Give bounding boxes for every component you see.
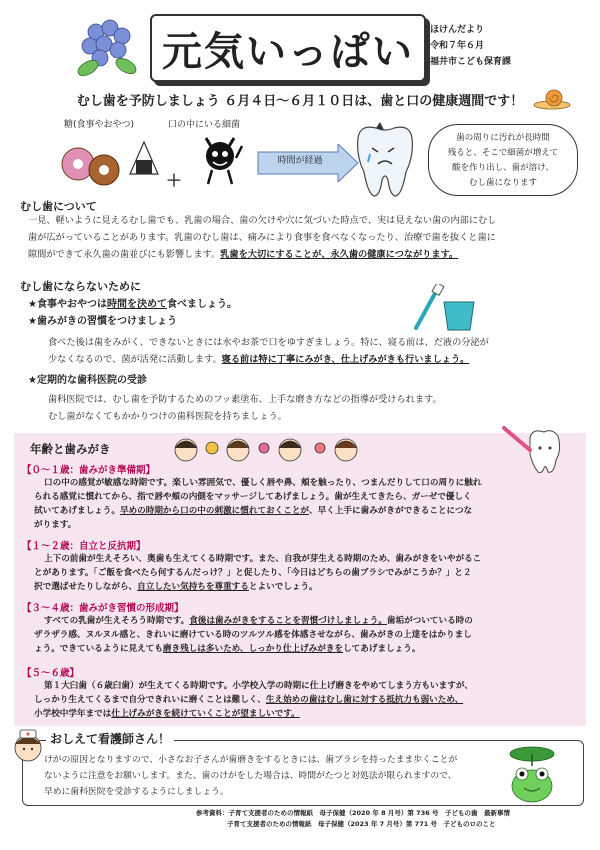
brushing-text-part: 少なくなるので、菌が活発に活動します。 xyxy=(48,354,222,365)
about-line: 一見、軽いように見えるむし歯でも、乳歯の場合、歯の欠けや穴に気づいた時点で、実は見えない歯の内部にむし xyxy=(28,215,497,226)
age-line xyxy=(34,642,584,656)
age-line xyxy=(34,580,584,594)
age-heading: 【１～２歳：自立と反抗期】 xyxy=(22,541,146,552)
dentist-line: 歯科医院では、むし歯を予防するためのフッ素塗布、上手な磨き方などの指導が受けられます。 xyxy=(48,394,442,405)
age-text-part: 歯垢がついている時の xyxy=(386,616,473,626)
bubble-line: 残ると、そこで細菌が増えて xyxy=(447,148,559,158)
age-text-part: 拭いてあげましょう。 xyxy=(34,506,120,516)
age-line xyxy=(34,693,584,707)
age-line: 第１大臼歯（６歳臼歯）が生えてくる時期です。小学校入学の時期に仕上げ磨きをやめてしまう方もいますが、 xyxy=(44,681,474,691)
age-0-1 xyxy=(22,462,584,532)
age-title: 年齢と歯みがき xyxy=(30,442,111,456)
age-line: とがあります。「ご飯を食べたら何するんだっけ？」と促したり、「今日はどちらの歯ブラシでみがこうか？」と２ xyxy=(34,568,472,578)
age-line: 口の中の感覚が敏感な時期です。楽しい雰囲気で、優しく唇や鼻、頬を触ったり、つまんだりして口の周りに触れ xyxy=(44,478,482,488)
age-text xyxy=(22,679,584,721)
bacteria-devil-illustration xyxy=(196,128,244,188)
age-line xyxy=(34,614,584,628)
age-text xyxy=(22,476,584,532)
nurse-line: 早めに歯科医院を受診するようにしましょう。 xyxy=(44,787,229,797)
age-text-part: とよいでしょう。 xyxy=(248,582,318,592)
age-3-4 xyxy=(22,600,584,656)
newsletter-name: ほけんだより xyxy=(430,25,485,35)
nurse-body xyxy=(44,752,514,800)
crying-tooth-illustration xyxy=(350,122,420,202)
reference-item: 子育て支援者のための情報紙 母子保健（2023 年 7 月号）第 771 号 子どものロのこと xyxy=(227,820,496,828)
brushing-text xyxy=(28,334,588,368)
time-passes-label: 時間が経過 xyxy=(277,156,323,166)
age-emphasis: 食後は歯みがきをすることを習慣づけしましょう。 xyxy=(189,616,387,626)
label-bacteria: 口の中にいる細菌 xyxy=(168,120,241,130)
age-text-part: しっかり生えてくるまで自分できれいに磨くことは難しく、 xyxy=(34,695,266,705)
brushing-line: 食べた後は歯をみがく、できないときには水やお茶で口をゆすぎましょう。特に、寝る前は、だ液の分泌が xyxy=(48,337,489,348)
newsletter-title: 元気いっぱい xyxy=(150,14,426,82)
age-heading: 【５～６歳】 xyxy=(22,668,80,679)
children-faces-illustration xyxy=(172,434,362,464)
age-emphasis: 生え始めの歯はむし歯に対する抵抗力も弱いため、 xyxy=(265,695,464,705)
references-label: 参考資料： xyxy=(196,809,229,817)
age-text-part: 小学校中学年までは xyxy=(34,709,112,719)
age-text-part: 、早く上手に歯みがきができることにつな xyxy=(309,506,473,516)
brushing-line xyxy=(48,351,588,368)
age-text-part: してあげましょう。 xyxy=(343,644,421,654)
about-emphasis: 乳歯を大切にすることが、永久歯の健康につながります。 xyxy=(220,249,459,260)
reference-line xyxy=(196,808,510,819)
age-emphasis: 早めの時期から口の中の刺激に慣れておくことが xyxy=(119,506,310,516)
age-line: ザラザラ感、ヌルヌル感と、きれいに磨けている時のツルツル感を体感させながら、歯みがきの上達をはかりまし xyxy=(34,630,472,640)
nurse-illustration xyxy=(8,726,48,766)
nurse-title: おしえて看護師さん！ xyxy=(46,730,174,747)
about-text: 隙間ができて永久歯の歯並びにも影響します。 xyxy=(28,249,221,260)
age-text xyxy=(22,552,584,594)
references xyxy=(196,808,510,830)
age-1-2 xyxy=(22,538,584,594)
age-text-part: 択で選ばせたりしながら、 xyxy=(34,582,138,592)
bullet-text: 食べましょう。 xyxy=(166,299,237,310)
age-emphasis: 磨き残しは多いため、しっかり仕上げみがきを xyxy=(162,644,344,654)
age-emphasis: 仕上げみがきを続けていくことが望ましいです。 xyxy=(111,709,300,719)
brushing-emphasis: 寝る前は特に丁寧にみがき、仕上げみがきも行いましょう。 xyxy=(221,354,470,365)
about-line: 歯が広がっていることがあります。乳歯のむし歯は、痛みにより食事を食べなくなったり、治療で歯を抜くと歯に xyxy=(28,232,496,243)
snail-icon xyxy=(532,86,572,110)
about-title: むし歯について xyxy=(20,200,97,213)
age-heading: 【３～４歳：歯みがき習慣の形成期】 xyxy=(22,603,184,614)
age-line: 上下の前歯が生えそろい、奥歯も生えてくる時期です。また、自我が芽生える時期のため、歯みがきをいやがるこ xyxy=(44,554,482,564)
donuts-and-onigiri-illustration xyxy=(60,134,166,188)
about-line xyxy=(28,246,588,263)
explanation-bubble xyxy=(428,124,578,196)
bullet-text: ★食事やおやつは xyxy=(28,299,107,310)
headline: むし歯を予防しましょう ６月４日～６月１０日は、歯と口の健康週間です！ xyxy=(76,94,524,109)
age-text-part: すべての乳歯が生えそろう時期です。 xyxy=(44,616,190,626)
dentist-line: むし歯がなくてもかかりつけの歯科医院を持ちましょう。 xyxy=(48,411,287,422)
age-heading: 【０～１歳：歯みがき準備期】 xyxy=(22,465,156,476)
hydrangea-illustration xyxy=(74,14,146,82)
age-line: がります。 xyxy=(34,520,77,530)
bullet-emphasis: 時間を決めて xyxy=(106,299,167,310)
plus-sign: ＋ xyxy=(166,171,183,190)
frog-illustration xyxy=(504,744,560,804)
reference-item: 子育て支援者のための情報紙 母子保健（2020 年 8 月号）第 736 号 子どもの歯 最新事情 xyxy=(228,809,510,817)
issuer-block xyxy=(430,22,511,70)
age-line: られる感覚に慣れてから、指で唇や頬の内側をマッサージしてあげましょう。歯が生えてきたら、ガーゼで優しく xyxy=(34,492,472,502)
dentist-text xyxy=(28,391,588,425)
bullet-dentist: ★定期的な歯科医院の受診 xyxy=(28,375,147,386)
bubble-line: 酸を作り出し、歯が溶け、 xyxy=(452,163,554,173)
prevention-body xyxy=(28,296,588,425)
bubble-line: むし歯になります xyxy=(468,178,537,188)
label-sugar: 糖(食事やおやつ) xyxy=(64,120,135,130)
age-line xyxy=(34,707,584,721)
age-text xyxy=(22,614,584,656)
issuer-name: 福井市こども保育課 xyxy=(430,57,512,67)
age-emphasis: 自立したい気持ちを尊重する xyxy=(137,582,249,592)
nurse-line: けがの原因となりますので、小さなお子さんが歯磨きをするときには、歯ブラシを持ったまま歩くことが xyxy=(44,755,458,765)
prevention-title: むし歯にならないために xyxy=(20,280,141,293)
bullet-mealtime xyxy=(28,296,588,313)
issue-date: 令和７年６月 xyxy=(430,41,485,51)
bubble-line: 歯の周りに汚れが長時間 xyxy=(456,133,550,143)
age-line xyxy=(34,504,584,518)
about-body xyxy=(28,212,588,263)
nurse-line: ないように注意をお願いします。また、歯のけがをした場合は、時間がたつと対処法が限られますので、 xyxy=(44,771,457,781)
age-5-6 xyxy=(22,665,584,721)
age-text-part: ょう。できているように見えても xyxy=(34,644,163,654)
bullet-brushing: ★歯みがきの習慣をつけましょう xyxy=(28,316,177,327)
